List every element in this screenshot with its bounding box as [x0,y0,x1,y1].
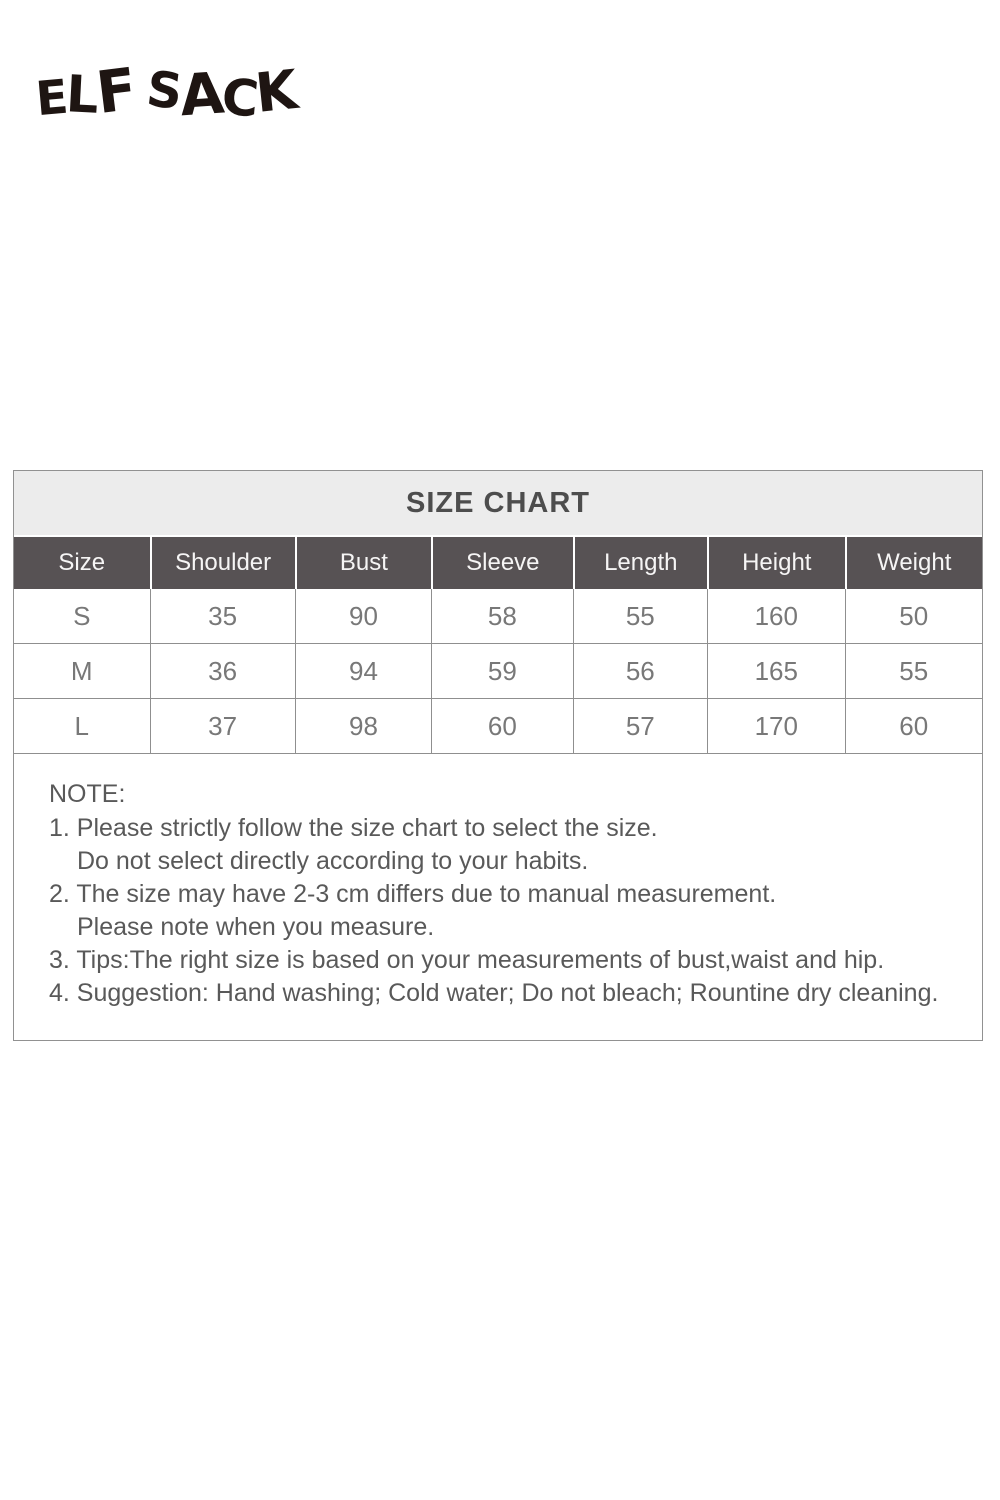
column-header-bust: Bust [295,537,431,589]
cell-sleeve: 58 [431,589,572,643]
size-chart-title: SIZE CHART [14,471,982,535]
cell-sleeve: 59 [431,644,572,698]
cell-weight: 50 [845,589,983,643]
brand-logo-letter: A [177,60,224,130]
cell-shoulder: 35 [150,589,295,643]
table-row-size-m [14,644,982,699]
cell-weight: 60 [845,699,983,753]
cell-bust: 98 [295,699,431,753]
column-header-weight: Weight [845,537,983,589]
table-row-size-s [14,589,982,644]
brand-logo-letter: C [219,67,259,129]
cell-size: M [14,644,150,698]
column-header-length: Length [573,537,708,589]
cell-size: L [14,699,150,753]
column-header-sleeve: Sleeve [431,537,572,589]
brand-logo-letter: E [33,69,69,128]
brand-logo [33,40,299,130]
note-line-1-cont: Do not select directly according to your habits. [77,847,589,875]
cell-size: S [14,589,150,643]
cell-height: 165 [707,644,844,698]
column-header-size: Size [58,549,106,576]
notes-heading: NOTE: [49,780,126,808]
cell-shoulder: 37 [150,699,295,753]
cell-sleeve: 60 [431,699,572,753]
table-row-size-l [14,699,982,754]
note-line-1: 1. Please strictly follow the size chart to select the size. [49,814,658,842]
brand-logo-letter: F [92,54,138,128]
cell-height: 170 [707,699,844,753]
size-chart [13,470,983,1041]
cell-length: 57 [573,699,708,753]
size-chart-notes [14,754,982,1040]
size-chart-header-row [14,535,982,589]
brand-logo-letter: K [252,58,299,125]
cell-length: 56 [573,644,708,698]
note-line-3: 3. Tips:The right size is based on your measurements of bust,waist and hip. [49,946,885,974]
note-line-2-cont: Please note when you measure. [77,913,435,941]
cell-shoulder: 36 [150,644,295,698]
column-header-height: Height [707,537,844,589]
cell-bust: 94 [295,644,431,698]
cell-weight: 55 [845,644,983,698]
note-line-2: 2. The size may have 2-3 cm differs due to manual measurement. [49,880,777,908]
cell-bust: 90 [295,589,431,643]
brand-logo-letter: S [143,60,184,121]
cell-height: 160 [707,589,844,643]
brand-logo-text [33,54,299,130]
note-line-4: 4. Suggestion: Hand washing; Cold water; Do not bleach; Rountine dry cleaning. [49,979,939,1007]
brand-logo-letter: L [64,65,99,126]
column-header-shoulder: Shoulder [150,537,295,589]
cell-length: 55 [573,589,708,643]
